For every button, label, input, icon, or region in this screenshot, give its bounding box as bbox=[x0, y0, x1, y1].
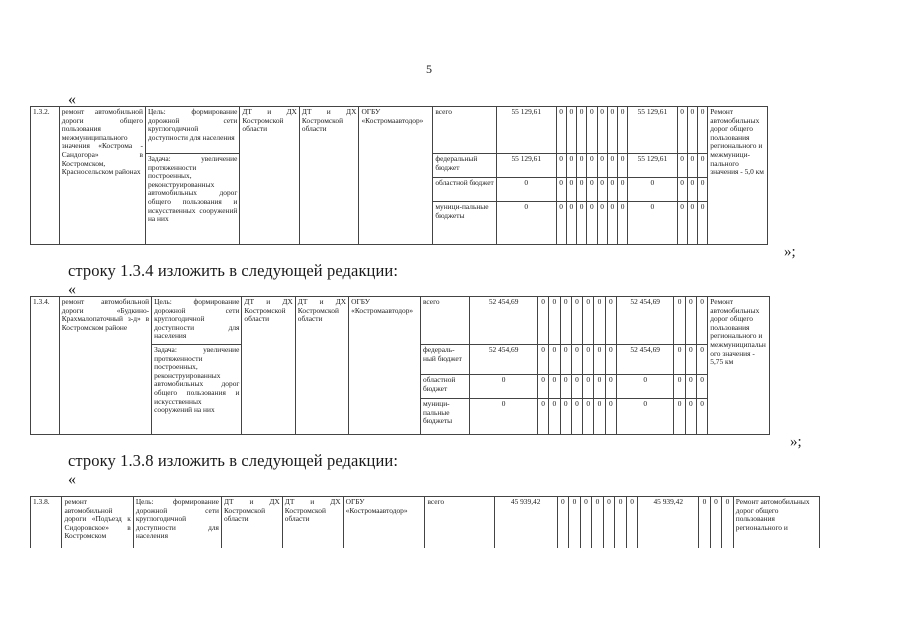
source-name: всего bbox=[433, 107, 497, 154]
source-name: муници-пальные бюджеты bbox=[420, 399, 469, 435]
table-crop-1-3-8 bbox=[0, 496, 900, 548]
year-value: 0 bbox=[674, 297, 685, 345]
year-value: 0 bbox=[685, 375, 696, 399]
event-name: ремонт автомобильной дороги общего пользования межмуниципального значения «Кострома - Сандогора» в Костромском, Красносельском районах bbox=[59, 107, 145, 245]
year-value: 0 bbox=[698, 107, 708, 154]
year-value: 0 bbox=[549, 297, 560, 345]
year-sum-value: 45 939,42 bbox=[638, 497, 699, 549]
source-name: областной бюджет bbox=[420, 375, 469, 399]
year-value: 0 bbox=[698, 202, 708, 245]
total-value: 52 454,69 bbox=[470, 297, 538, 345]
year-value: 0 bbox=[603, 497, 615, 549]
year-value: 0 bbox=[677, 202, 687, 245]
year-value: 0 bbox=[607, 107, 617, 154]
year-value: 0 bbox=[577, 202, 587, 245]
year-sum-value: 52 454,69 bbox=[616, 345, 673, 375]
year-sum-value: 55 129,61 bbox=[628, 107, 677, 154]
year-value: 0 bbox=[699, 497, 711, 549]
year-value: 0 bbox=[677, 178, 687, 202]
year-sum-value: 0 bbox=[616, 399, 673, 435]
year-value: 0 bbox=[556, 154, 566, 178]
year-value: 0 bbox=[618, 107, 628, 154]
source-name: всего bbox=[425, 497, 494, 549]
year-value: 0 bbox=[566, 202, 576, 245]
year-value: 0 bbox=[557, 497, 569, 549]
row-number: 1.3.4. bbox=[31, 297, 60, 435]
year-value: 0 bbox=[677, 154, 687, 178]
year-value: 0 bbox=[685, 345, 696, 375]
source-name: областной бюджет bbox=[433, 178, 497, 202]
responsible-org: ДТ и ДХ Костромской области bbox=[240, 107, 300, 245]
closing-quote: »; bbox=[790, 434, 802, 450]
task-text: Задача: увеличение протяженности построенных, реконструированных автомобильных дорог общего пользования и искусственных сооружений на них bbox=[145, 154, 239, 245]
year-value: 0 bbox=[696, 399, 707, 435]
event-name: ремонт автомобильной дороги «Подъезд к Сидоровское» в Костромском bbox=[62, 497, 133, 549]
expected-result: Ремонт автомобильных дорог общего пользования регионального и межмуниципального значения - 5,75 км bbox=[708, 297, 770, 435]
opening-quote: « bbox=[68, 91, 76, 108]
total-value: 0 bbox=[496, 202, 556, 245]
source-name: федеральный бюджет bbox=[433, 154, 497, 178]
total-value: 55 129,61 bbox=[496, 154, 556, 178]
expected-result: Ремонт автомобильных дорог общего пользования регионального и межмуници-пального значения - 5,0 км bbox=[708, 107, 768, 245]
year-value: 0 bbox=[580, 497, 592, 549]
year-value: 0 bbox=[556, 202, 566, 245]
row-number: 1.3.2. bbox=[31, 107, 60, 245]
year-value: 0 bbox=[674, 375, 685, 399]
year-value: 0 bbox=[537, 297, 548, 345]
year-value: 0 bbox=[587, 178, 597, 202]
event-name: ремонт автомобильной дороги «Будкино-Крахмалопаточный з-д» в Костромском районе bbox=[59, 297, 151, 435]
row-number: 1.3.8. bbox=[31, 497, 62, 549]
year-value: 0 bbox=[687, 202, 697, 245]
year-value: 0 bbox=[537, 399, 548, 435]
year-value: 0 bbox=[607, 154, 617, 178]
year-value: 0 bbox=[594, 399, 605, 435]
year-value: 0 bbox=[571, 297, 582, 345]
total-value: 45 939,42 bbox=[494, 497, 557, 549]
year-value: 0 bbox=[685, 399, 696, 435]
task-text: Задача: увеличение протяженности построенных, реконструированных автомобильных дорог общего пользования и искусственных сооружений на них bbox=[152, 345, 242, 435]
year-value: 0 bbox=[577, 154, 587, 178]
year-value: 0 bbox=[594, 375, 605, 399]
year-value: 0 bbox=[687, 178, 697, 202]
opening-quote: « bbox=[68, 281, 76, 298]
year-value: 0 bbox=[605, 297, 616, 345]
year-value: 0 bbox=[605, 375, 616, 399]
year-value: 0 bbox=[618, 202, 628, 245]
goal-text: Цель: формирование дорожной сети круглогодичной доступности для населения bbox=[145, 107, 239, 154]
year-value: 0 bbox=[556, 178, 566, 202]
year-value: 0 bbox=[677, 107, 687, 154]
source-name: муници-пальные бюджеты bbox=[433, 202, 497, 245]
year-value: 0 bbox=[626, 497, 638, 549]
year-value: 0 bbox=[583, 297, 594, 345]
total-value: 55 129,61 bbox=[496, 107, 556, 154]
year-value: 0 bbox=[587, 107, 597, 154]
year-value: 0 bbox=[560, 375, 571, 399]
year-value: 0 bbox=[607, 202, 617, 245]
table-row-1-3-2 bbox=[30, 106, 768, 245]
year-value: 0 bbox=[587, 202, 597, 245]
year-value: 0 bbox=[571, 345, 582, 375]
year-value: 0 bbox=[577, 178, 587, 202]
year-sum-value: 0 bbox=[628, 178, 677, 202]
year-value: 0 bbox=[577, 107, 587, 154]
year-value: 0 bbox=[583, 345, 594, 375]
year-value: 0 bbox=[597, 107, 607, 154]
table-row-1-3-4 bbox=[30, 296, 770, 435]
year-value: 0 bbox=[685, 297, 696, 345]
year-value: 0 bbox=[566, 107, 576, 154]
year-value: 0 bbox=[698, 154, 708, 178]
year-sum-value: 0 bbox=[628, 202, 677, 245]
year-value: 0 bbox=[587, 154, 597, 178]
total-value: 0 bbox=[470, 399, 538, 435]
table-row-1-3-8 bbox=[30, 496, 820, 548]
year-value: 0 bbox=[549, 345, 560, 375]
customer-org: ДТ и ДХ Костромской области bbox=[295, 297, 348, 435]
total-value: 0 bbox=[496, 178, 556, 202]
year-value: 0 bbox=[605, 345, 616, 375]
year-sum-value: 52 454,69 bbox=[616, 297, 673, 345]
responsible-org: ДТ и ДХ Костромской области bbox=[242, 297, 295, 435]
year-value: 0 bbox=[556, 107, 566, 154]
year-value: 0 bbox=[566, 178, 576, 202]
year-value: 0 bbox=[560, 345, 571, 375]
year-value: 0 bbox=[560, 399, 571, 435]
goal-text: Цель: формирование дорожной сети круглогодичной доступности для населения bbox=[152, 297, 242, 345]
executor-org: ОГБУ «Костромаавтодор» bbox=[343, 497, 425, 549]
year-value: 0 bbox=[687, 107, 697, 154]
responsible-org: ДТ и ДХ Костромской области bbox=[221, 497, 282, 549]
year-value: 0 bbox=[549, 399, 560, 435]
goal-text: Цель: формирование дорожной сети круглогодичной доступности для населения bbox=[133, 497, 221, 549]
year-value: 0 bbox=[618, 178, 628, 202]
year-value: 0 bbox=[696, 375, 707, 399]
year-value: 0 bbox=[687, 154, 697, 178]
year-value: 0 bbox=[569, 497, 581, 549]
year-value: 0 bbox=[549, 375, 560, 399]
source-name: всего bbox=[420, 297, 469, 345]
year-value: 0 bbox=[594, 345, 605, 375]
year-value: 0 bbox=[722, 497, 734, 549]
year-value: 0 bbox=[592, 497, 604, 549]
year-value: 0 bbox=[594, 297, 605, 345]
year-value: 0 bbox=[583, 375, 594, 399]
year-value: 0 bbox=[674, 399, 685, 435]
year-value: 0 bbox=[560, 297, 571, 345]
year-value: 0 bbox=[597, 154, 607, 178]
year-value: 0 bbox=[597, 178, 607, 202]
year-value: 0 bbox=[696, 345, 707, 375]
executor-org: ОГБУ «Костромаавтодор» bbox=[359, 107, 433, 245]
total-value: 0 bbox=[470, 375, 538, 399]
year-sum-value: 0 bbox=[616, 375, 673, 399]
year-value: 0 bbox=[571, 375, 582, 399]
expected-result: Ремонт автомобильных дорог общего пользования регионального и bbox=[733, 497, 819, 549]
year-value: 0 bbox=[566, 154, 576, 178]
customer-org: ДТ и ДХ Костромской области bbox=[282, 497, 343, 549]
heading-row-1-3-8: строку 1.3.8 изложить в следующей редакции: bbox=[68, 451, 399, 470]
year-value: 0 bbox=[615, 497, 627, 549]
heading-row-1-3-4: строку 1.3.4 изложить в следующей редакции: bbox=[68, 261, 399, 280]
year-value: 0 bbox=[537, 375, 548, 399]
year-value: 0 bbox=[698, 178, 708, 202]
year-value: 0 bbox=[674, 345, 685, 375]
closing-quote: »; bbox=[784, 244, 796, 260]
source-name: федераль-ный бюджет bbox=[420, 345, 469, 375]
year-value: 0 bbox=[696, 297, 707, 345]
page-number: 5 bbox=[426, 62, 432, 76]
customer-org: ДТ и ДХ Костромской области bbox=[299, 107, 359, 245]
year-sum-value: 55 129,61 bbox=[628, 154, 677, 178]
opening-quote: « bbox=[68, 471, 76, 488]
year-value: 0 bbox=[571, 399, 582, 435]
year-value: 0 bbox=[607, 178, 617, 202]
year-value: 0 bbox=[618, 154, 628, 178]
year-value: 0 bbox=[583, 399, 594, 435]
total-value: 52 454,69 bbox=[470, 345, 538, 375]
year-value: 0 bbox=[597, 202, 607, 245]
year-value: 0 bbox=[605, 399, 616, 435]
year-value: 0 bbox=[537, 345, 548, 375]
year-value: 0 bbox=[710, 497, 722, 549]
executor-org: ОГБУ «Костромаавтодор» bbox=[349, 297, 421, 435]
